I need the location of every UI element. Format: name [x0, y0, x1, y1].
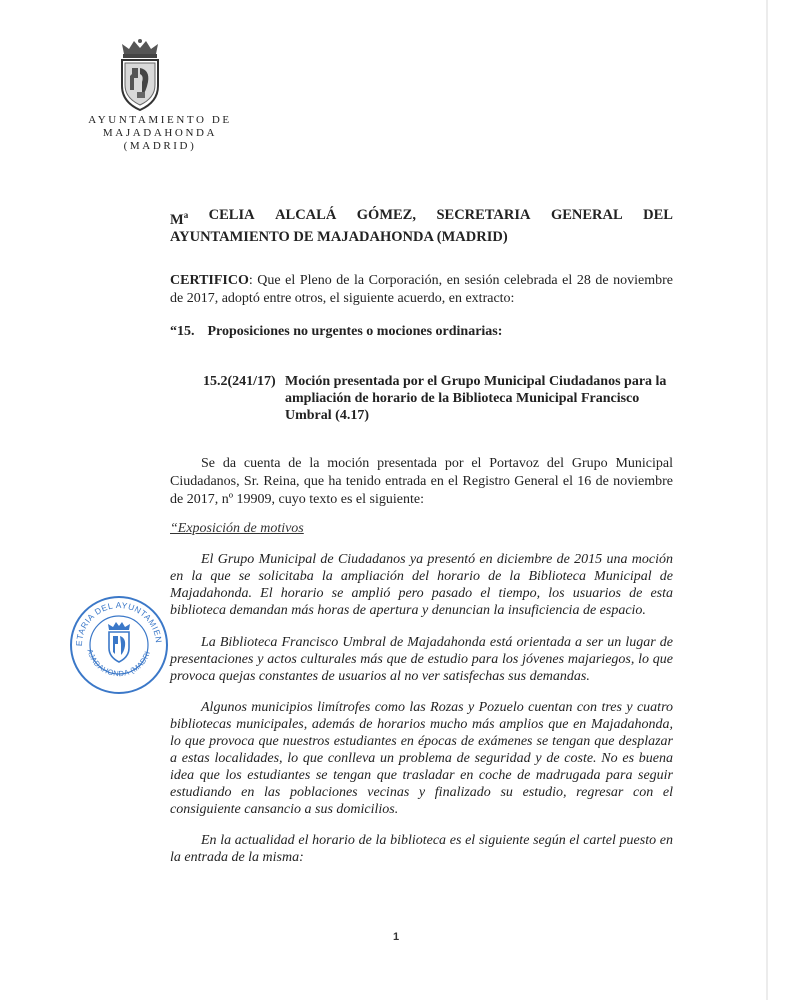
letterhead [60, 114, 260, 153]
official-stamp-icon [68, 594, 170, 696]
stamp-bottom-text: AJADAHONDA (MADRI [85, 647, 152, 679]
letterhead-line-3: (MADRID) [123, 140, 197, 152]
agenda-item-15-2 [203, 373, 673, 424]
motion-paragraph-1: El Grupo Municipal de Ciudadanos ya presentó en diciembre de 2015 una moción en la que se solicitaba la ampliación del horario de la Biblioteca Municipal de Majadahonda. El horario se amplió pero pasado el tiempo, los usuarios de esta biblioteca demandan más horas de apertura y denuncian la insuficiencia de espacio. [170, 552, 673, 618]
page-edge-shadow [766, 0, 768, 1000]
agenda-item-15-2-text: Moción presentada por el Grupo Municipal Ciudadanos para la ampliación de horario de la Biblioteca Municipal Francisco Umbral (4.17) [285, 374, 667, 423]
page-number: 1 [392, 931, 400, 943]
title-word-3: ALCALÁ [275, 207, 337, 223]
document-title [170, 207, 673, 246]
title-word-1: $M^a$ [170, 210, 189, 228]
exposicion-heading: “Exposición de motivos [170, 521, 304, 536]
stamp-outer-text: ETARIA DEL AYUNTAMIEN [73, 599, 165, 647]
title-line-1 [170, 207, 673, 229]
title-word-5: SECRETARIA [436, 207, 531, 223]
agenda-item-15 [170, 324, 673, 340]
agenda-item-15-text: Proposiciones no urgentes o mociones ordinarias: [207, 324, 503, 339]
letterhead-line-2: MAJADAHONDA [102, 127, 218, 139]
certifico-label: CERTIFICO [170, 273, 249, 288]
certifico-paragraph [170, 272, 673, 308]
title-word-6: GENERAL [550, 207, 623, 223]
certifico-text: : Que el Pleno de la Corporación, en sesión celebrada el 28 de noviembre de 2017, adoptó entre otros, el siguiente acuerdo, en extracto: [170, 273, 673, 306]
title-word-2: CELIA [208, 207, 255, 223]
motion-paragraph-3: Algunos municipios limítrofes como las Rozas y Pozuelo cuentan con tres y cuatro bibliotecas municipales, además de horarios mucho más amplios que en Majadahonda, lo que provoca que nuestros estudiantes en épocas de exámenes se tengan que desplazar a estas localidades, lo que conlleva un problema de seguridad y de coste. No es buena idea que los estudiantes se tengan que trasladar en coche de madrugada para seguir estudiando en las poblaciones vecinas y finalizado su estudio, regresar con el consiguiente cansancio a sus domicilios. [170, 700, 673, 817]
motion-paragraph-4: En la actualidad el horario de la biblioteca es el siguiente según el cartel puesto en la entrada de la misma: [170, 833, 673, 865]
coat-of-arms-icon [110, 38, 170, 114]
intro-paragraph: Se da cuenta de la moción presentada por el Portavoz del Grupo Municipal Ciudadanos, Sr. Reina, que ha tenido entrada en el Registro General el 16 de noviembre de 2017, nº 19909, cuyo texto es el siguiente: [170, 456, 673, 507]
title-word-4: GÓMEZ, [356, 207, 416, 223]
letterhead-line-1: AYUNTAMIENTO DE [88, 114, 232, 126]
agenda-item-15-number: “15. [170, 324, 195, 339]
agenda-item-15-2-code: 15.2(241/17) [203, 374, 276, 389]
title-line-2: AYUNTAMIENTO DE MAJADAHONDA (MADRID) [170, 228, 508, 245]
motion-paragraph-2: La Biblioteca Francisco Umbral de Majadahonda está orientada a ser un lugar de presentaciones y actos culturales más que de estudio para los jóvenes majariegos, lo que provoca quejas constantes de usuarios al no ver satisfechas sus demandas. [170, 635, 673, 684]
title-word-7: DEL [643, 207, 673, 223]
